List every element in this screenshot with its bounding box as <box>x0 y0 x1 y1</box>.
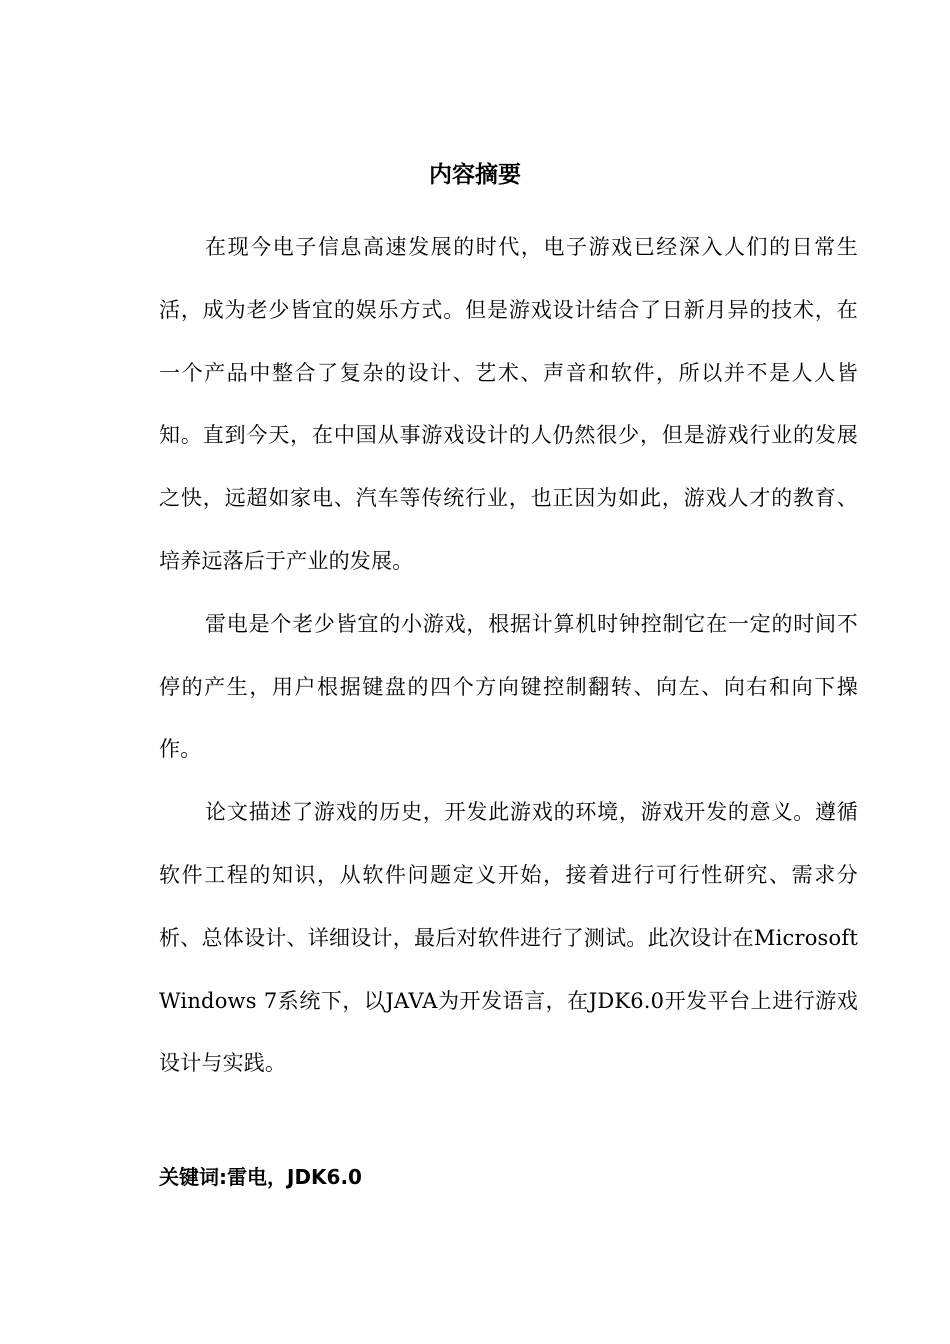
abstract-title: 内容摘要 <box>429 162 521 188</box>
abstract-paragraph-1: 在现今电子信息高速发展的时代，电子游戏已经深入人们的日常生活，成为老少皆宜的娱乐方式。但是游戏设计结合了日新月异的技术，在一个产品中整合了复杂的设计、艺术、声音和软件，所以并不是人人皆知。直到今天，在中国从事游戏设计的人仍然很少，但是游戏行业的发展之快，远超如家电、汽车等传统行业，也正因为如此，游戏人才的教育、培养远落后于产业的发展。 <box>159 235 858 573</box>
keywords-line: 关键词:雷电，JDK6.0 <box>159 1165 362 1189</box>
abstract-body <box>159 216 858 1095</box>
abstract-paragraph-2: 雷电是个老少皆宜的小游戏，根据计算机时钟控制它在一定的时间不停的产生，用户根据键盘的四个方向键控制翻转、向左、向右和向下操作。 <box>159 611 858 762</box>
abstract-paragraph-3: 论文描述了游戏的历史，开发此游戏的环境，游戏开发的意义。遵循软件工程的知识，从软件问题定义开始，接着进行可行性研究、需求分析、总体设计、详细设计，最后对软件进行了测试。此次设计在Microsoft Windows 7系统下，以JAVA为开发语言，在JDK6.0开发平台上进行游戏设计与实践。 <box>159 800 858 1076</box>
